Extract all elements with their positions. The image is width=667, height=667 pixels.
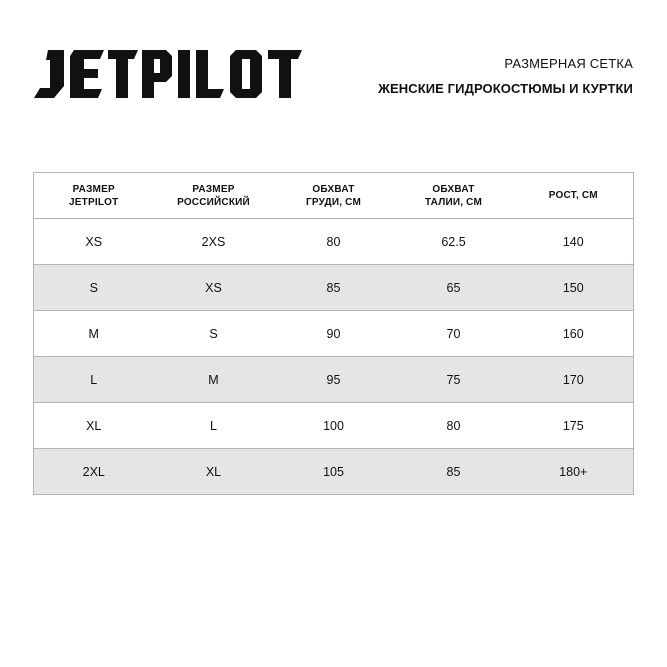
cell-jetpilot-size: XS (34, 219, 154, 265)
column-header-line: ОБХВАТ (312, 183, 355, 195)
cell-chest: 85 (274, 265, 394, 311)
cell-russian-size: 2XS (154, 219, 274, 265)
column-header-waist (394, 173, 514, 219)
column-header-line: РАЗМЕР (192, 183, 235, 195)
cell-jetpilot-size: XL (34, 403, 154, 449)
column-header-line: РАЗМЕР (72, 183, 115, 195)
cell-chest: 95 (274, 357, 394, 403)
cell-jetpilot-size: L (34, 357, 154, 403)
cell-russian-size: S (154, 311, 274, 357)
table-row (34, 265, 634, 311)
jetpilot-logo-icon (34, 50, 302, 98)
table-row (34, 311, 634, 357)
page-title: РАЗМЕРНАЯ СЕТКА (504, 56, 633, 71)
cell-height: 170 (514, 357, 634, 403)
column-header-line: ОБХВАТ (432, 183, 475, 195)
table-row (34, 357, 634, 403)
cell-jetpilot-size: 2XL (34, 449, 154, 495)
cell-waist: 70 (394, 311, 514, 357)
column-header-line: ГРУДИ, СМ (305, 196, 361, 208)
cell-waist: 85 (394, 449, 514, 495)
jetpilot-logo (34, 50, 302, 98)
cell-height: 175 (514, 403, 634, 449)
cell-height: 180+ (514, 449, 634, 495)
cell-chest: 90 (274, 311, 394, 357)
cell-jetpilot-size: S (34, 265, 154, 311)
cell-jetpilot-size: M (34, 311, 154, 357)
cell-russian-size: L (154, 403, 274, 449)
cell-chest: 80 (274, 219, 394, 265)
cell-waist: 75 (394, 357, 514, 403)
cell-height: 150 (514, 265, 634, 311)
title-block (378, 56, 633, 97)
cell-height: 140 (514, 219, 634, 265)
column-header-line: РОСТ, СМ (548, 190, 598, 201)
column-header-line: ТАЛИИ, СМ (425, 196, 482, 208)
cell-chest: 105 (274, 449, 394, 495)
page-subtitle: ЖЕНСКИЕ ГИДРОКОСТЮМЫ И КУРТКИ (378, 81, 633, 96)
column-header-chest (274, 173, 394, 219)
cell-waist: 80 (394, 403, 514, 449)
table-row (34, 449, 634, 495)
table-header-row (34, 173, 634, 219)
size-chart-table (33, 172, 634, 495)
column-header-russian-size (154, 173, 274, 219)
cell-height: 160 (514, 311, 634, 357)
column-header-height (514, 173, 634, 219)
cell-russian-size: XS (154, 265, 274, 311)
cell-waist: 62.5 (394, 219, 514, 265)
cell-russian-size: M (154, 357, 274, 403)
column-header-line: РОССИЙСКИЙ (177, 196, 250, 208)
cell-waist: 65 (394, 265, 514, 311)
column-header-jetpilot-size (34, 173, 154, 219)
column-header-line: JETPILOT (69, 196, 119, 208)
table-row (34, 403, 634, 449)
cell-chest: 100 (274, 403, 394, 449)
table-row (34, 219, 634, 265)
cell-russian-size: XL (154, 449, 274, 495)
